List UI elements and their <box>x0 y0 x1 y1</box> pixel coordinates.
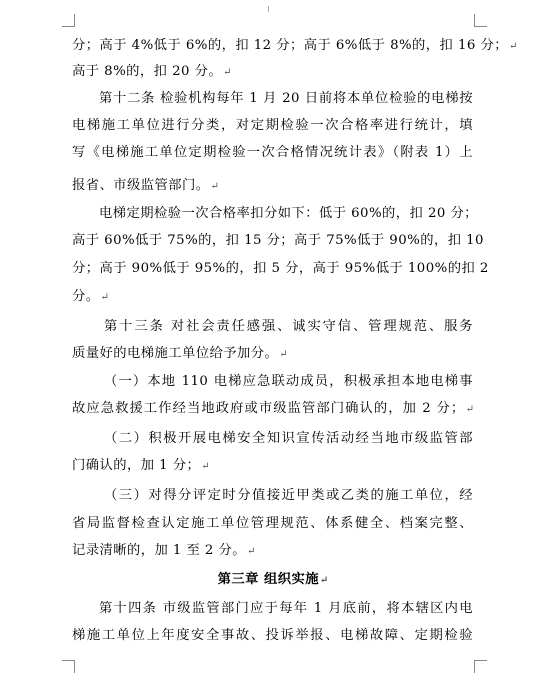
text-line <box>72 177 474 196</box>
text-line <box>72 63 474 82</box>
paragraph-mark: ↵ <box>247 546 256 557</box>
line-text: 电梯定期检验一次合格率扣分如下：低于 60%的，扣 20 分； <box>99 206 478 221</box>
line-text: 质量好的电梯施工单位给予加分。 <box>72 346 279 361</box>
paragraph-mark: ↵ <box>508 41 518 52</box>
text-line <box>72 232 484 251</box>
corner-mark-top-right <box>474 14 487 27</box>
line-text: 故应急救援工作经当地政府或市级监管部门确认的，加 2 分； <box>72 401 465 416</box>
line-text: 分；高于 4%低于 6%的，扣 12 分；高于 6%低于 8%的，扣 16 分； <box>72 38 508 53</box>
text-line <box>72 37 518 56</box>
paragraph-mark: ↵ <box>201 461 210 472</box>
line-text: 第十二条 检验机构每年 1 月 20 日前将本单位检验的电梯按 <box>99 91 473 106</box>
line-text: 高于 8%的，扣 20 分。 <box>72 64 223 79</box>
text-line <box>72 400 474 419</box>
line-text: 门确认的，加 1 分； <box>72 458 201 473</box>
text-line <box>72 260 489 279</box>
line-text: （三）对得分评定时分值接近甲类或乙类的施工单位，经 <box>104 488 473 503</box>
paragraph-mark: ↵ <box>279 349 288 360</box>
line-text: 省局监督检查认定施工单位管理规范、体系健全、档案完整、 <box>72 516 473 531</box>
line-text: 记录清晰的，加 1 至 2 分。 <box>72 543 246 558</box>
text-line <box>72 627 474 646</box>
text-line <box>72 117 474 136</box>
line-text: 写《电梯施工单位定期检验一次合格情况统计表》（附表 1）上 <box>72 145 473 160</box>
line-text: 分。 <box>72 289 100 304</box>
text-line <box>104 373 474 392</box>
text-line <box>99 600 474 619</box>
line-text: 报省、市级监管部门。 <box>72 178 210 193</box>
line-text: 分；高于 90%低于 95%的，扣 5 分，高于 95%低于 100%的扣 2 <box>72 261 489 276</box>
line-text: 电梯施工单位进行分类，对定期检验一次合格率进行统计，填 <box>72 118 473 133</box>
text-line <box>104 487 474 506</box>
chapter-heading <box>72 571 474 590</box>
text-line <box>104 430 474 449</box>
text-line <box>72 288 474 307</box>
paragraph-mark: ↵ <box>465 404 474 415</box>
text-line <box>104 318 474 337</box>
text-line <box>72 144 474 163</box>
line-text: （二）积极开展电梯安全知识宣传活动经当地市级监管部 <box>104 431 473 446</box>
line-text: （一）本地 110 电梯应急联动成员，积极承担本地电梯事 <box>104 374 473 389</box>
text-line <box>72 345 474 364</box>
line-text: 高于 60%低于 75%的，扣 15 分；高于 75%低于 90%的，扣 10 <box>72 233 484 248</box>
corner-mark-bottom-left <box>62 660 75 673</box>
text-line <box>99 205 478 224</box>
paragraph-mark: ↵ <box>319 575 329 586</box>
text-line <box>72 457 474 476</box>
corner-mark-bottom-right <box>474 660 487 673</box>
top-center-tick <box>268 6 269 12</box>
corner-mark-top-left <box>62 14 75 27</box>
line-text: 第十三条 对社会责任感强、诚实守信、管理规范、服务 <box>104 319 473 334</box>
paragraph-mark: ↵ <box>223 67 232 78</box>
paragraph-mark: ↵ <box>100 292 109 303</box>
heading-text: 第三章 组织实施 <box>217 572 319 587</box>
text-line <box>72 542 474 561</box>
line-text: 第十四条 市级监管部门应于每年 1 月底前，将本辖区内电 <box>99 601 473 616</box>
text-line <box>72 515 474 534</box>
paragraph-mark: ↵ <box>210 181 219 192</box>
line-text: 梯施工单位上年度安全事故、投诉举报、电梯故障、定期检验 <box>72 628 473 643</box>
text-line <box>99 90 474 109</box>
